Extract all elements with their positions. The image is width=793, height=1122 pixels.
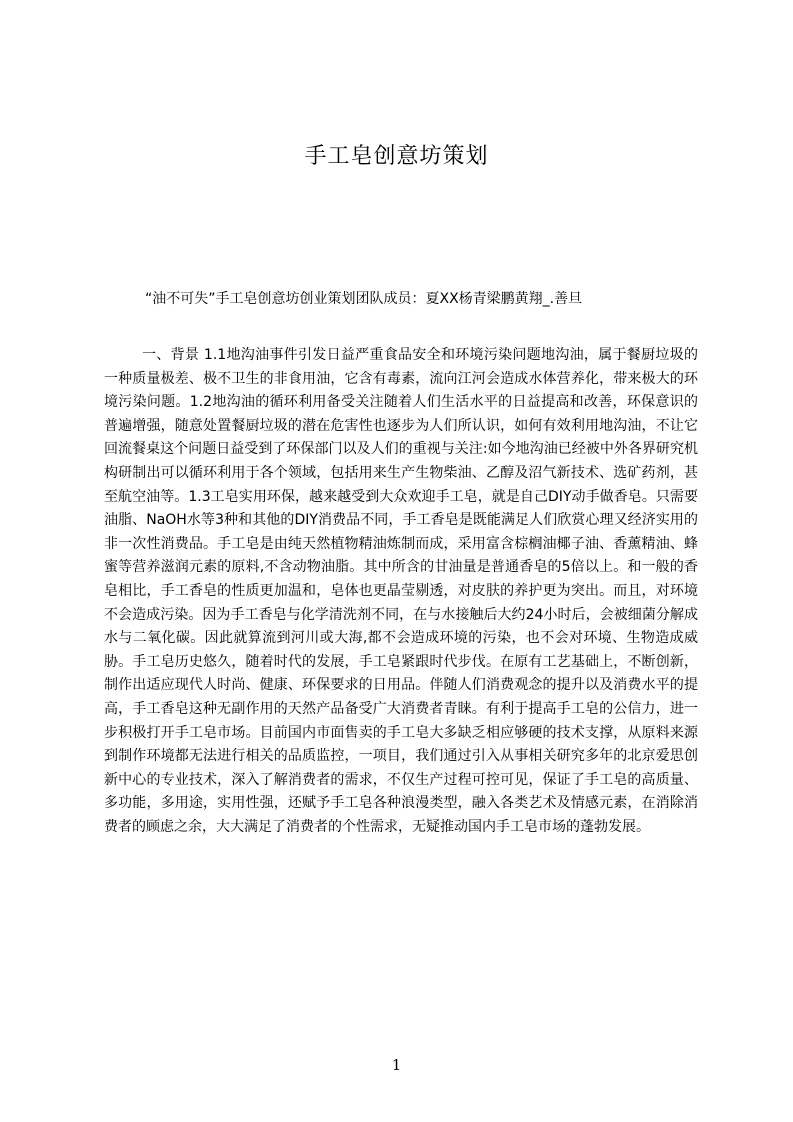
page-number: 1 [391,1056,402,1074]
team-members-line: “油不可失”手工皂创意坊创业策划团队成员：夏XX杨青梁鹏黄翔_.善旦 [145,291,583,307]
background-paragraph: 一、背景 1.1地沟油事件引发日益严重食品安全和环境污染问题地沟油，属于餐厨垃圾的一种质量极差、极不卫生的非食用油，它含有毒素，流向江河会造成水体营养化，带来极大的环境污染问题。1.2地沟油的循环利用备受关注随着人们生活水平的日益提高和改善，环保意识的普遍增强，随意处置餐厨垃圾的潜在危害性也逐步为人们所认识，如何有效利用地沟油，不让它回流餐桌这个问题日益受到了环保部门以及人们的重视与关注:如今地沟油已经被中外各界研究机构研制出可以循环利用于各个领域，包括用来生产生物柴油、乙醇及沼气新技术、选矿药剂，甚至航空油等。1.3工皂实用环保，越来越受到大众欢迎手工皂，就是自己DIY动手做香皂。只需要油脂、NaOH水等3种和其他的DIY消费品不同，手工香皂是既能满足人们欣赏心理又经济实用的非一次性消费品。手工皂是由纯天然植物精油炼制而成，采用富含棕榈油椰子油、香薰精油、蜂蜜等营养滋润元素的原料,不含动物油脂。其中所含的甘油量是普通香皂的5倍以上。和一般的香皂相比，手工香皂的性质更加温和，皂体也更晶莹剔透，对皮肤的养护更为突出。而且，对环境不会造成污染。因为手工香皂与化学清洗剂不同，在与水接触后大约24小时后，会被细菌分解成水与二氧化碳。因此就算流到河川或大海,都不会造成环境的污染，也不会对环境、生物造成威胁。手工皂历史悠久，随着时代的发展，手工皂紧跟时代步伐。在原有工艺基础上，不断创新，制作出适应现代人时尚、健康、环保要求的日用品。伴随人们消费观念的提升以及消费水平的提高，手工香皂这种无副作用的天然产品备受广大消费者青睐。有利于提高手工皂的公信力，进一步积极打开手工皂市场。目前国内市面售卖的手工皂大多缺乏相应够硬的技术支撑，从原料来源到制作环境都无法进行相关的品质监控，一项目，我们通过引入从事相关研究多年的北京爱思创新中心的专业技术，深入了解消费者的需求，不仅生产过程可控可见，保证了手工皂的高质量、多功能，多用途，实用性强，还赋予手工皂各种浪漫类型，融入各类艺术及情感元素，在消除消费者的顾虑之余，大大满足了消费者的个性需求，无疑推动国内手工皂市场的蓬勃发展。 [104,347,698,835]
document-title: 手工皂创意坊策划 [304,144,489,169]
